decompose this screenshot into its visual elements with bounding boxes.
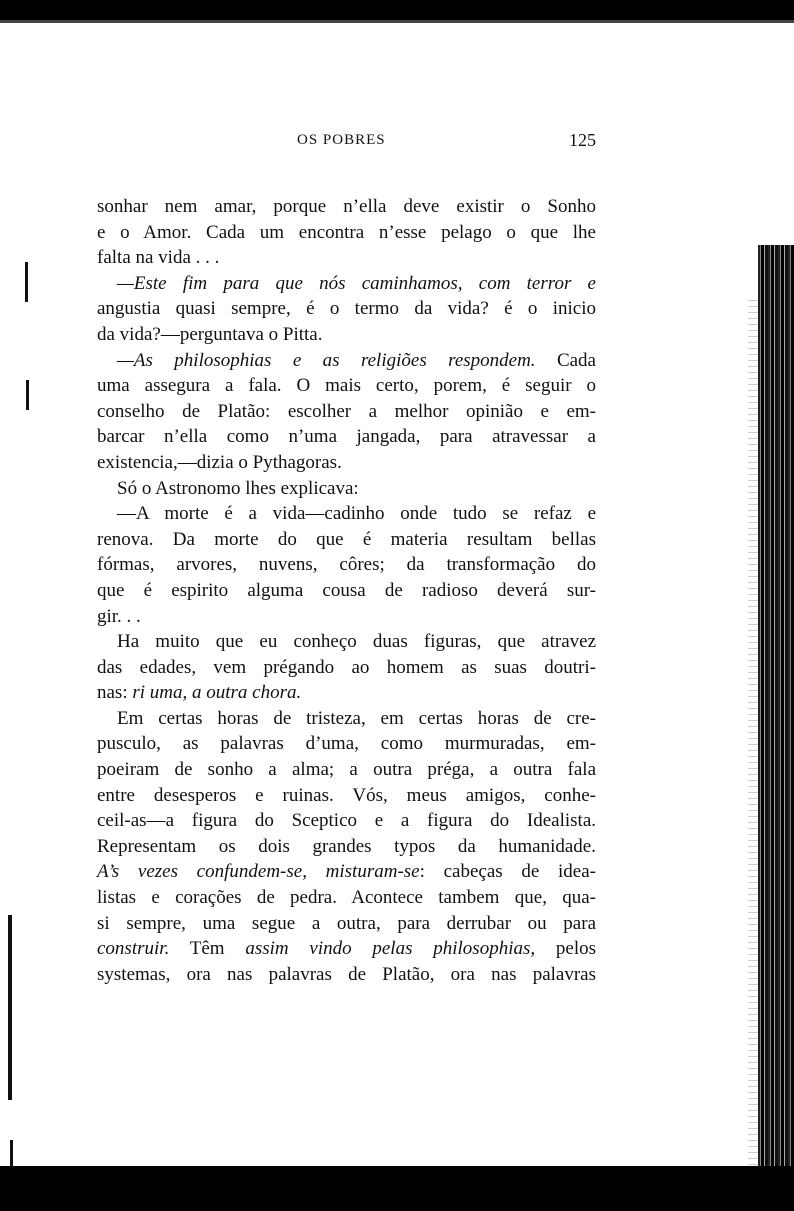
text-segment: poeiram de sonho a alma; a outra préga, a outra fala — [97, 759, 596, 781]
text-segment: si sempre, uma segue a outra, para derrubar ou para — [97, 912, 596, 934]
scan-mark — [8, 915, 12, 1100]
italic-text: ri uma, a outra chora. — [132, 682, 302, 704]
text-line — [97, 629, 596, 655]
text-line — [97, 731, 596, 757]
text-segment: fórmas, arvores, nuvens, côres; da transformação do — [97, 554, 596, 576]
text-segment: listas e corações de pedra. Acontece tambem que, qua- — [97, 887, 596, 909]
text-line — [97, 220, 596, 246]
text-line — [97, 936, 596, 962]
text-segment: existencia,—dizia o Pythagoras. — [97, 451, 342, 473]
text-line — [97, 680, 596, 706]
text-line — [97, 450, 596, 476]
text-segment: : cabeças de idea- — [419, 861, 596, 883]
text-segment: gir. . . — [97, 605, 141, 627]
text-line — [97, 859, 596, 885]
text-segment: —A morte é a vida—cadinho onde tudo se refaz e — [117, 503, 596, 525]
text-line — [97, 962, 596, 988]
text-line — [97, 194, 596, 220]
text-segment: entre desesperos e ruinas. Vós, meus amigos, conhe- — [97, 784, 596, 806]
text-line — [97, 476, 596, 502]
text-line — [97, 399, 596, 425]
text-line — [97, 885, 596, 911]
scan-page-edge-right — [758, 245, 794, 1166]
text-line — [97, 245, 596, 271]
text-segment: sonhar nem amar, porque n’ella deve existir o Sonho — [97, 196, 596, 217]
text-line — [97, 911, 596, 937]
text-line — [97, 296, 596, 322]
page-body-text — [97, 194, 596, 987]
text-segment: systemas, ora nas palavras de Platão, ora nas palavras — [97, 963, 596, 985]
italic-text: construir. — [97, 938, 170, 960]
text-segment: pelos — [535, 938, 596, 960]
text-line — [97, 501, 596, 527]
text-segment: ceil-as—a figura do Sceptico e a figura do Idealista. — [97, 810, 596, 832]
text-segment: das edades, vem prégando ao homem as suas doutri- — [97, 656, 596, 678]
text-line — [97, 604, 596, 630]
scan-mark — [26, 380, 29, 410]
text-line — [97, 552, 596, 578]
text-line — [97, 322, 596, 348]
text-segment: angustia quasi sempre, é o termo da vida? é o inicio — [97, 298, 596, 320]
italic-text: —Este fim para que nós caminhamos, com terror e — [117, 272, 596, 294]
text-line — [97, 757, 596, 783]
scan-border-top — [0, 0, 794, 20]
text-line — [97, 424, 596, 450]
text-segment: pusculo, as palavras d’uma, como murmuradas, em- — [97, 733, 596, 755]
text-line — [97, 783, 596, 809]
text-line — [97, 808, 596, 834]
text-segment: Representam os dois grandes typos da humanidade. — [97, 835, 596, 857]
text-segment: conselho de Platão: escolher a melhor opinião e em- — [97, 400, 596, 422]
italic-text: assim vindo pelas philosophias, — [245, 938, 536, 960]
text-line — [97, 373, 596, 399]
text-segment: nas: — [97, 682, 133, 704]
text-line — [97, 348, 596, 374]
text-line — [97, 834, 596, 860]
text-segment: Cada — [535, 349, 596, 371]
italic-text: A’s vezes confundem-se, misturam-se — [97, 861, 420, 883]
page-number: 125 — [569, 130, 596, 150]
text-line — [97, 527, 596, 553]
text-segment: falta na vida . . . — [97, 247, 220, 269]
scan-page-edge-shadow — [748, 300, 758, 1166]
text-segment: Ha muito que eu conheço duas figuras, que atravez — [117, 631, 596, 653]
text-line — [97, 706, 596, 732]
text-line — [97, 271, 596, 297]
text-line — [97, 578, 596, 604]
text-segment: Têm — [169, 938, 246, 960]
scan-border-bottom — [0, 1166, 794, 1211]
text-segment: barcar n’ella como n’uma jangada, para atravessar a — [97, 426, 596, 448]
text-segment: uma assegura a fala. O mais certo, porem, é seguir o — [97, 375, 596, 397]
text-segment: Só o Astronomo lhes explicava: — [117, 477, 359, 499]
text-segment: renova. Da morte do que é materia resultam bellas — [97, 528, 596, 550]
italic-text: —As philosophias e as religiões respondem. — [117, 349, 536, 371]
text-segment: e o Amor. Cada um encontra n’esse pelago o que lhe — [97, 221, 596, 243]
running-header — [97, 130, 596, 152]
text-segment: da vida?—perguntava o Pitta. — [97, 323, 323, 345]
text-segment: Em certas horas de tristeza, em certas horas de cre- — [117, 707, 596, 729]
scan-mark — [10, 1140, 13, 1166]
text-line — [97, 655, 596, 681]
text-segment: que é espirito alguma cousa de radioso deverá sur- — [97, 579, 596, 601]
running-title: OS POBRES — [297, 132, 386, 148]
scan-mark — [25, 262, 28, 302]
scan-border-top-shadow — [0, 20, 794, 23]
